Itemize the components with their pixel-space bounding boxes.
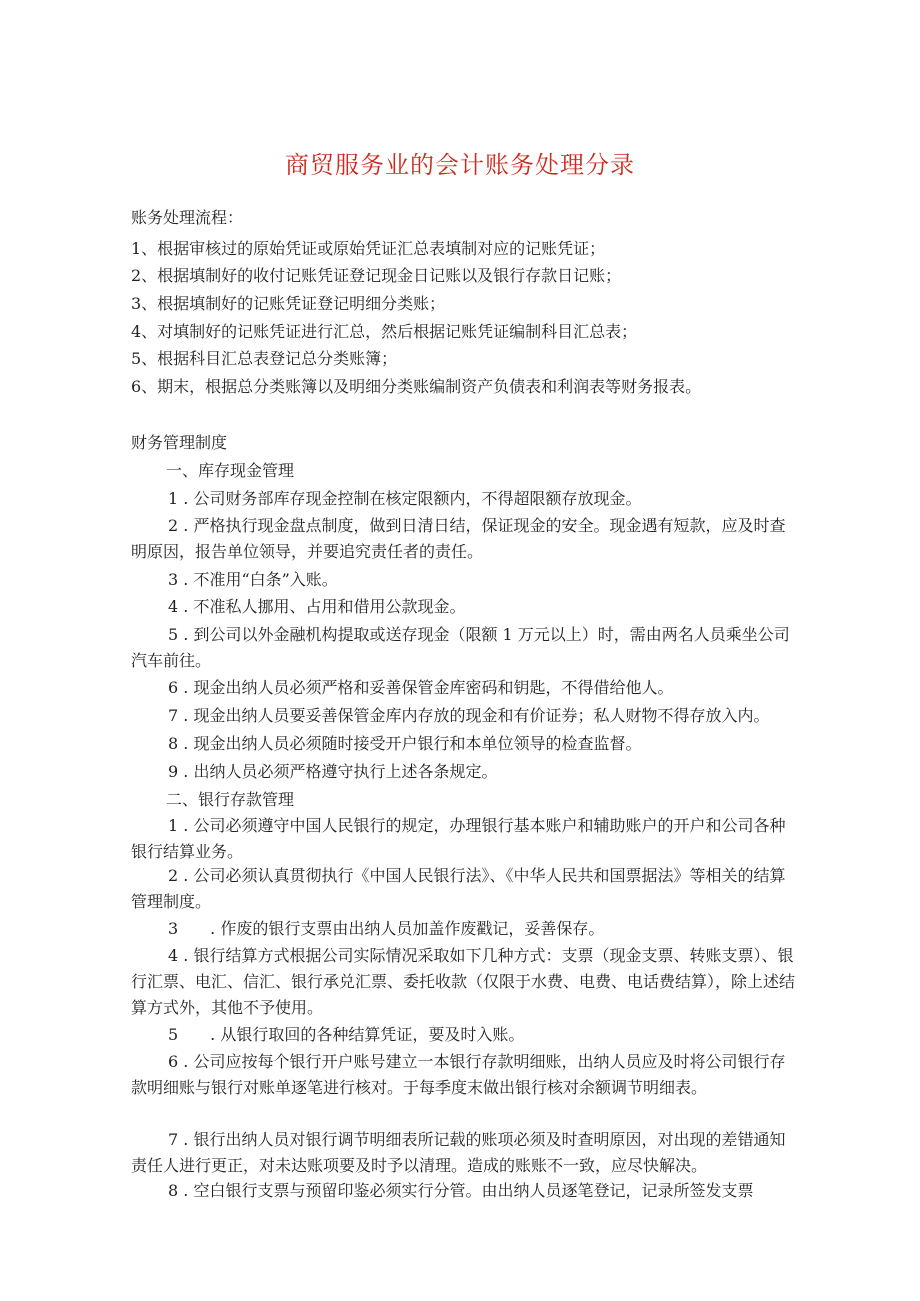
bank-rule: 7 . 银行出纳人员对银行调节明细表所记载的账项必须及时查明原因，对出现的差错通知责任人进行更正，对未达账项要及时予以清理。造成的账账不一致，应尽快解决。 [131,1130,786,1175]
cash-rule: 4 . 不准私人挪用、占用和借用公款现金。 [168,597,466,616]
process-step: 2、根据填制好的收付记账凭证登记现金日记账以及银行存款日记账； [131,266,622,285]
process-step: 1、根据审核过的原始凭证或原始凭证汇总表填制对应的记账凭证； [131,239,606,258]
process-step: 5、根据科目汇总表登记总分类账簿； [131,349,398,368]
process-step: 6、期末，根据总分类账簿以及明细分类账编制资产负债表和利润表等财务报表。 [131,377,702,396]
bank-rule: 2 . 公司必须认真贯彻执行《中国人民银行法》、《中华人民共和国票据法》等相关的结算管理制度。 [131,866,786,911]
section-heading-cash: 一、库存现金管理 [166,461,295,480]
bank-rule: 3 . 作废的银行支票由出纳人员加盖作废戳记，妥善保存。 [168,919,605,938]
finance-heading: 财务管理制度 [131,433,228,452]
cash-rule: 3 . 不准用“白条”入账。 [168,570,338,589]
process-heading: 账务处理流程： [131,208,244,227]
cash-rule: 9 . 出纳人员必须严格遵守执行上述各条规定。 [168,762,498,781]
cash-rule: 2 . 严格执行现金盘点制度，做到日清日结，保证现金的安全。现金遇有短款，应及时查明原因，报告单位领导，并要追究责任者的责任。 [131,516,786,561]
cash-rule: 5 . 到公司以外金融机构提取或送存现金（限额 1 万元以上）时，需由两名人员乘坐公司汽车前往。 [131,625,790,670]
bank-rule: 1 . 公司必须遵守中国人民银行的规定，办理银行基本账户和辅助账户的开户和公司各种银行结算业务。 [131,816,786,861]
cash-rule: 8 . 现金出纳人员必须随时接受开户银行和本单位领导的检查监督。 [168,734,642,753]
process-step: 4、对填制好的记账凭证进行汇总，然后根据记账凭证编制科目汇总表； [131,322,638,341]
process-step: 3、根据填制好的记账凭证登记明细分类账； [131,294,446,313]
bank-rule: 4 . 银行结算方式根据公司实际情况采取如下几种方式：支票（现金支票、转账支票）、银行汇票、电汇、信汇、银行承兑汇票、委托收款（仅限于水费、电费、电话费结算），除上述结算方式外，其他不予使用。 [131,946,796,1017]
document-title: 商贸服务业的会计账务处理分录 [285,151,635,179]
cash-rule: 6 . 现金出纳人员必须严格和妥善保管金库密码和钥匙，不得借给他人。 [168,678,674,697]
bank-rule: 6 . 公司应按每个银行开户账号建立一本银行存款明细账，出纳人员应及时将公司银行存款明细账与银行对账单逐笔进行核对。于每季度末做出银行核对余额调节明细表。 [131,1052,786,1097]
cash-rule: 7 . 现金出纳人员要妥善保管金库内存放的现金和有价证券；私人财物不得存放入内。 [168,706,770,725]
cash-rule: 1 . 公司财务部库存现金控制在核定限额内，不得超限额存放现金。 [168,489,642,508]
bank-rule: 5 . 从银行取回的各种结算凭证，要及时入账。 [168,1025,525,1044]
section-heading-bank: 二、银行存款管理 [166,790,295,809]
bank-rule: 8 . 空白银行支票与预留印鉴必须实行分管。由出纳人员逐笔登记，记录所签发支票 [168,1181,754,1200]
